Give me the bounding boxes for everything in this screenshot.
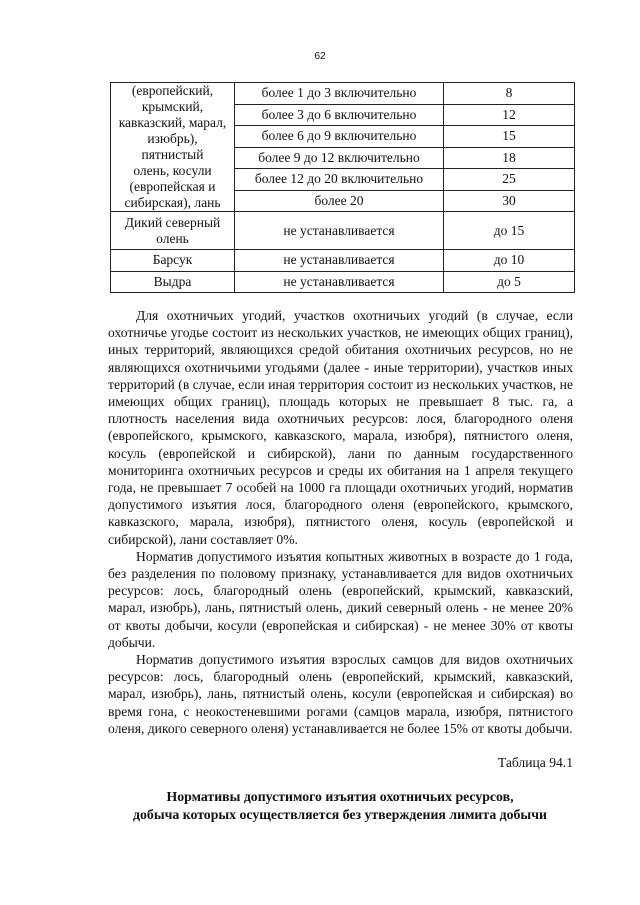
norm-cell: 8 bbox=[444, 83, 575, 105]
condition-cell: более 20 bbox=[235, 190, 444, 212]
table-row bbox=[111, 83, 575, 105]
condition-cell: более 9 до 12 включительно bbox=[235, 147, 444, 169]
paragraph: Для охотничьих угодий, участков охотничьих угодий (в случае, если охотничье угодье состоит из нескольких участков, не имеющих общих границ), иных территорий, являющихся средой обитания охотничьих ресурсов, но не являющихся охотничьими угодьями (далее - иные территории), участков иных территорий (в случае, если иная территория состоит из нескольких участков, не имеющих общих границ), площадь которых не превышает 8 тыс. га, а плотность населения вида охотничьих ресурсов: лося, благородного оленя (европейского, крымского, кавказского, марала, изюбря), пятнистого оленя, косуль (европейской и сибирской), лани по данным государственного мониторинга охотничьих ресурсов и среды их обитания на 1 апреля текущего года, не превышает 7 особей на 1000 га площади охотничьих угодий, норматив допустимого изъятия лося, благородного оленя (европейского, крымского, кавказского, марала, изюбря), пятнистого оленя, косуль (европейской и сибирской), лани составляет 0%. bbox=[108, 308, 573, 547]
condition-cell: более 12 до 20 включительно bbox=[235, 169, 444, 191]
species-cell: Барсук bbox=[111, 250, 235, 272]
norm-cell: до 5 bbox=[444, 271, 575, 293]
species-line: кавказский, марал, bbox=[118, 115, 227, 130]
condition-cell: не устанавливается bbox=[235, 250, 444, 272]
norm-cell: 12 bbox=[444, 104, 575, 126]
norm-cell: 18 bbox=[444, 147, 575, 169]
heading-line: Нормативы допустимого изъятия охотничьих ресурсов, bbox=[166, 789, 514, 804]
species-cell: Выдра bbox=[111, 271, 235, 293]
body-text bbox=[108, 307, 573, 737]
species-line: сибирская), лань bbox=[124, 195, 221, 210]
page-number: 62 bbox=[314, 51, 326, 62]
species-line: (европейский, bbox=[131, 83, 214, 98]
condition-cell: не устанавливается bbox=[235, 271, 444, 293]
table-row bbox=[111, 271, 575, 293]
section-heading bbox=[100, 788, 580, 824]
table-row bbox=[111, 212, 575, 250]
group-species-cell bbox=[111, 83, 235, 212]
species-cell: Дикий северный олень bbox=[111, 212, 235, 250]
norm-cell: 30 bbox=[444, 190, 575, 212]
species-line: крымский, bbox=[141, 99, 204, 114]
species-line: олень, косули bbox=[133, 163, 212, 178]
norms-table bbox=[110, 82, 575, 293]
condition-cell: более 3 до 6 включительно bbox=[235, 104, 444, 126]
species-line: изюбрь), пятнистый bbox=[141, 131, 204, 162]
norm-cell: до 10 bbox=[444, 250, 575, 272]
condition-cell: более 6 до 9 включительно bbox=[235, 126, 444, 148]
table-row bbox=[111, 250, 575, 272]
norm-cell: 15 bbox=[444, 126, 575, 148]
paragraph: Норматив допустимого изъятия взрослых самцов для видов охотничьих ресурсов: лось, благородный олень (европейский, крымский, кавказский, марал, изюбрь), лань, пятнистый олень, косули (европейская и сибирская) во время гона, с неокостеневшими рогами (самцов марала, изюбря, пятнистого оленя, дикого северного оленя) устанавливается не более 15% от квоты добычи. bbox=[108, 652, 573, 736]
heading-line: добыча которых осуществляется без утверждения лимита добычи bbox=[133, 807, 547, 822]
norm-cell: 25 bbox=[444, 169, 575, 191]
species-line: (европейская и bbox=[129, 179, 216, 194]
paragraph: Норматив допустимого изъятия копытных животных в возрасте до 1 года, без разделения по половому признаку, устанавливается для видов охотничьих ресурсов: лось, благородный олень (европейский, крымский, кавказский, марал, изюбрь), лань, пятнистый олень, дикий северный олень - не менее 20% от квоты добычи, косули (европейская и сибирская) - не менее 30% от квоты добычи. bbox=[108, 548, 573, 650]
condition-cell: не устанавливается bbox=[235, 212, 444, 250]
condition-cell: более 1 до 3 включительно bbox=[235, 83, 444, 105]
norm-cell: до 15 bbox=[444, 212, 575, 250]
table-caption: Таблица 94.1 bbox=[497, 755, 573, 770]
